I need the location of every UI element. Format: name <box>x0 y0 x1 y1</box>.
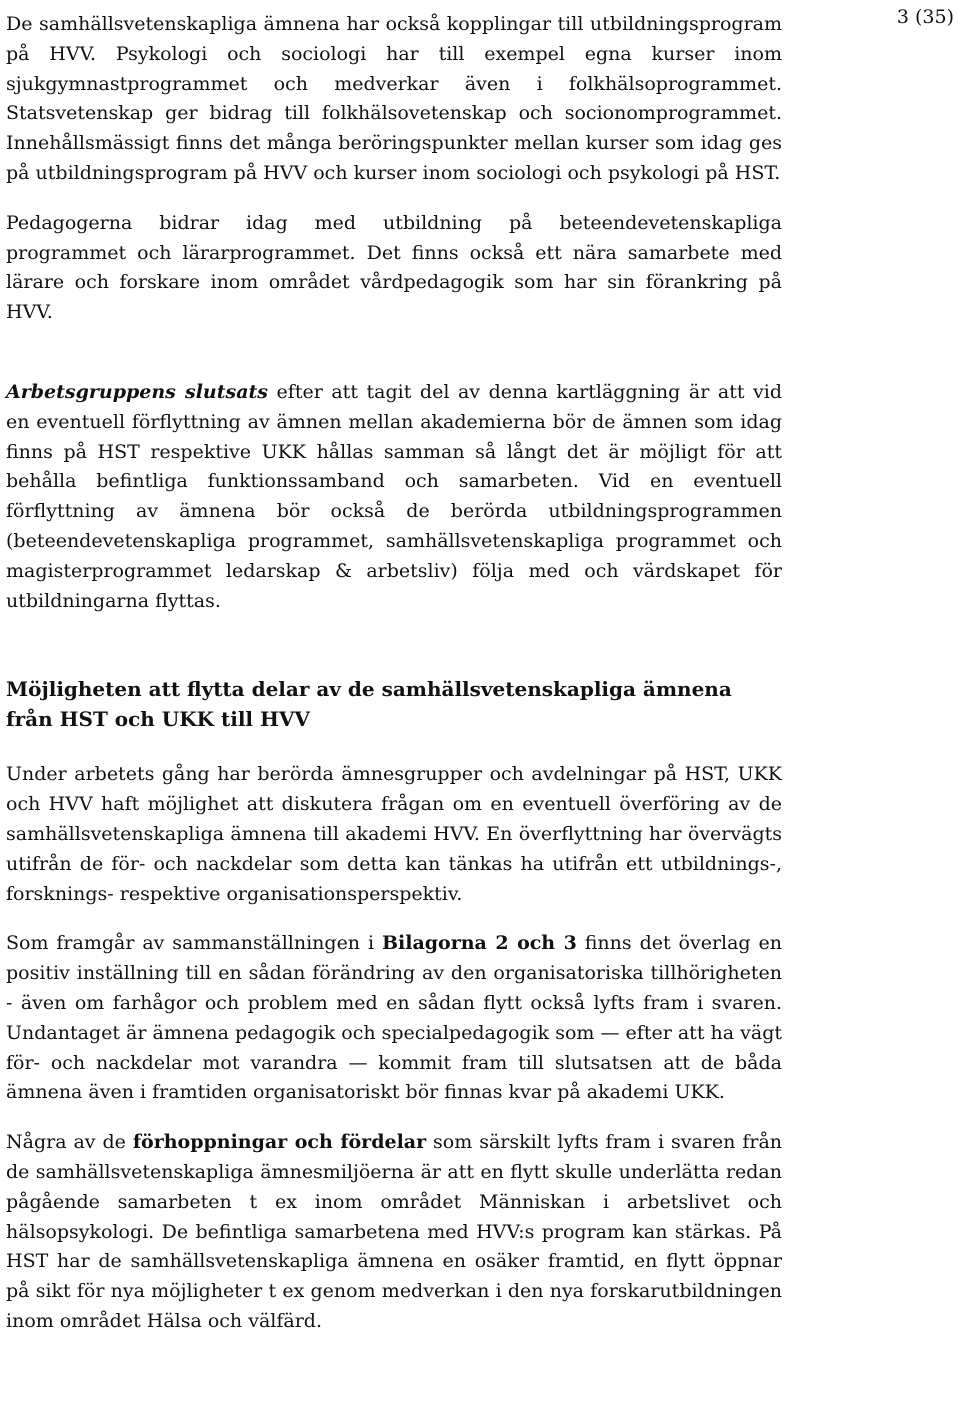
page-number: 3 (35) <box>896 6 954 28</box>
hopes-emphasis: förhoppningar och fördelar <box>132 1131 427 1154</box>
appendices-reference: Bilagorna 2 och 3 <box>381 932 577 955</box>
paragraph-conclusion <box>6 378 782 616</box>
hopes-text-after: som särskilt lyfts fram i svaren från de samhällsvetenskapliga ämnesmiljöerna är att en flytt skulle underlätta redan pågående samarbeten t ex inom området Människan i arbetslivet och hälsopsykologi. De befintliga samarbetena med HVV:s program kan stärkas. På HST har de samhällsvetenskapliga ämnena en osäker framtid, en flytt öppnar på sikt för nya möjligheter t ex genom medverkan i den nya forskarutbildningen inom området Hälsa och välfärd. <box>6 1131 783 1332</box>
conclusion-text: efter att tagit del av denna kartläggning är att vid en eventuell förflyttning av ämnen mellan akademierna bör de ämnen som idag finns på HST respektive UKK hållas samman så långt det är möjligt för att behålla befintliga funktionssamband och samarbeten. Vid en eventuell förflyttning av ämnena bör också de berörda utbildningsprogrammen (beteendevetenskapliga programmet, samhällsvetenskapliga programmet och magisterprogrammet ledarskap & arbetsliv) följa med och värdskapet för utbildningarna flyttas. <box>6 380 782 612</box>
paragraph-social-science-links: De samhällsvetenskapliga ämnena har också kopplingar till utbildningsprogram på HVV. Psykologi och sociologi har till exempel egna kurser inom sjukgymnastprogrammet och medverkar även i folkhälsoprogrammet. Statsvetenskap ger bidrag till folkhälsovetenskap och socionomprogrammet. Innehållsmässigt finns det många beröringspunkter mellan kurser som idag ges på utbildningsprogram på HVV och kurser inom sociologi och psykologi på HST. <box>6 13 782 184</box>
conclusion-lead: Arbetsgruppens slutsats <box>6 380 268 403</box>
appendices-text-after: finns det överlag en positiv inställning till en sådan förändring av den organisatoriska tillhörigheten - även om farhågor och problem med en sådan flytt också lyfts fram i svaren. Undantaget är ämnena pedagogik och specialpedagogik som — efter att ha vägt för- och nackdelar mot varandra — kommit fram till slutsatsen att de båda ämnena även i framtiden organisatoriskt bör finnas kvar på akademi UKK. <box>6 932 782 1104</box>
paragraph-hopes <box>6 1128 782 1337</box>
document-body <box>6 10 782 1337</box>
paragraph-discussion: Under arbetets gång har berörda ämnesgrupper och avdelningar på HST, UKK och HVV haft möjlighet att diskutera frågan om en eventuell överföring av de samhällsvetenskapliga ämnena till akademi HVV. En överflyttning har övervägts utifrån de för- och nackdelar som detta kan tänkas ha utifrån ett utbildnings-, forsknings- respektive organisationsperspektiv. <box>6 763 782 905</box>
paragraph-appendices <box>6 929 782 1108</box>
appendices-text-before: Som framgår av sammanställningen i <box>6 932 382 955</box>
section-heading: Möjligheten att flytta delar av de samhällsvetenskapliga ämnena från HST och UKK till HVV <box>6 677 732 732</box>
paragraph-pedagogues: Pedagogerna bidrar idag med utbildning på beteendevetenskapliga programmet och lärarprogrammet. Det finns också ett nära samarbete med lärare och forskare inom området vårdpedagogik som har sin förankring på HVV. <box>6 211 782 324</box>
hopes-text-before: Några av de <box>6 1131 133 1154</box>
